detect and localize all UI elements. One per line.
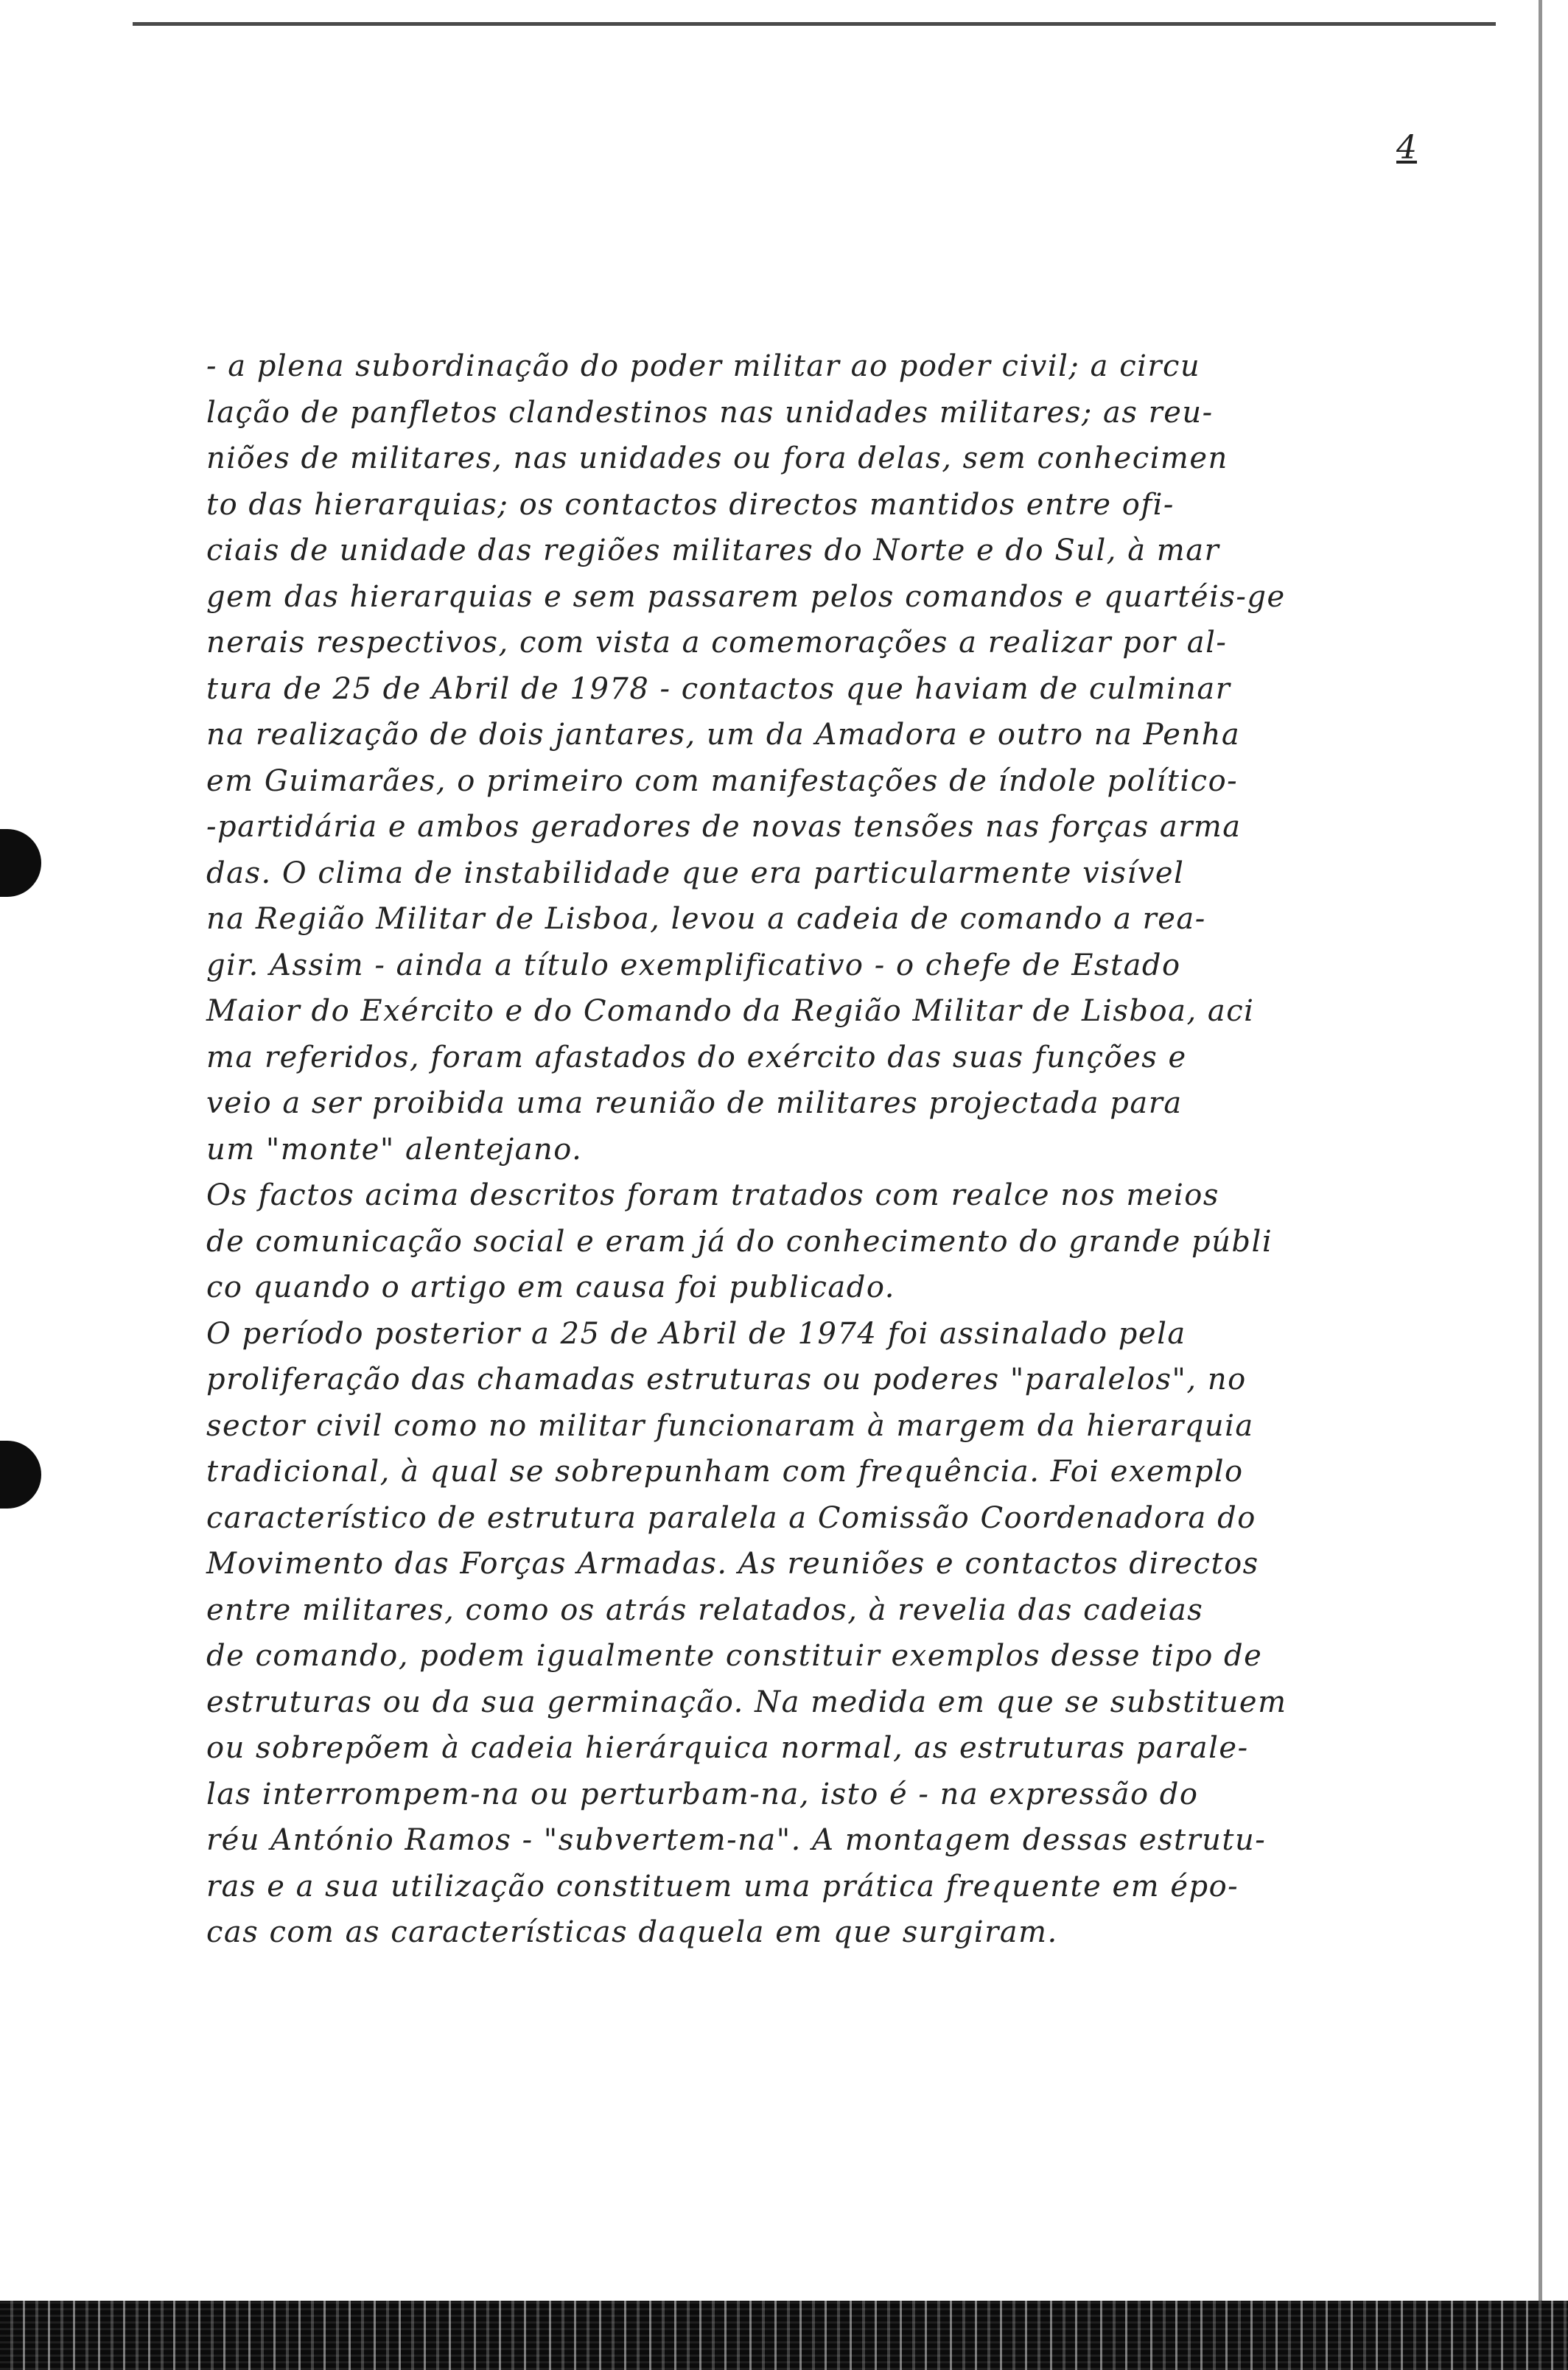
text-line: lação de panfletos clandestinos nas unidades militares; as reu-: [206, 395, 1214, 430]
text-line: ou sobrepõem à cadeia hierárquica normal, as estruturas parale-: [206, 1731, 1249, 1765]
text-line: das. O clima de instabilidade que era particularmente visível: [206, 856, 1185, 890]
text-line: ciais de unidade das regiões militares do Norte e do Sul, à mar: [206, 534, 1220, 567]
scan-noise-strip: [0, 2301, 1568, 2370]
text-line: sector civil como no militar funcionaram à margem da hierarquia: [206, 1408, 1254, 1443]
text-line: réu António Ramos - "subvertem-na". A montagem dessas estrutu-: [206, 1823, 1267, 1857]
top-border-line: [133, 22, 1496, 26]
text-line: niões de militares, nas unidades ou fora delas, sem conhecimen: [206, 441, 1228, 475]
text-line: to das hierarquias; os contactos directos mantidos entre ofi-: [206, 487, 1175, 522]
text-line: característico de estrutura paralela a Comissão Coordenadora do: [206, 1500, 1256, 1535]
text-line: co quando o artigo em causa foi publicado.: [206, 1270, 895, 1304]
text-line: um "monte" alentejano.: [206, 1132, 583, 1167]
text-line: Os factos acima descritos foram tratados com realce nos meios: [206, 1178, 1219, 1212]
text-line: proliferação das chamadas estruturas ou poderes "paralelos", no: [206, 1363, 1247, 1397]
text-line: tura de 25 de Abril de 1978 - contactos que haviam de culminar: [206, 671, 1231, 706]
text-line: veio a ser proibida uma reunião de militares projectada para: [206, 1086, 1183, 1120]
text-line: Maior do Exército e do Comando da Região Militar de Lisboa, aci: [206, 994, 1255, 1028]
text-line: tradicional, à qual se sobrepunham com frequência. Foi exemplo: [206, 1455, 1244, 1489]
text-line: ma referidos, foram afastados do exército das suas funções e: [206, 1040, 1187, 1074]
text-line: las interrompem-na ou perturbam-na, isto é - na expressão do: [206, 1777, 1199, 1811]
text-line: entre militares, como os atrás relatados, à revelia das cadeias: [206, 1593, 1204, 1627]
punch-hole-mark: [0, 1441, 41, 1509]
text-line: na Região Militar de Lisboa, levou a cadeia de comando a rea-: [206, 902, 1206, 936]
text-line: estruturas ou da sua germinação. Na medida em que se substituem: [206, 1685, 1287, 1719]
page-number: 4: [1396, 129, 1417, 167]
text-line: -partidária e ambos geradores de novas tensões nas forças arma: [206, 810, 1242, 844]
text-line: de comunicação social e eram já do conhecimento do grande públi: [206, 1224, 1273, 1259]
punch-hole-mark: [0, 829, 41, 897]
text-line: cas com as características daquela em que surgiram.: [206, 1915, 1058, 1949]
right-page-edge: [1539, 0, 1542, 2358]
text-line: de comando, podem igualmente constituir exemplos desse tipo de: [206, 1639, 1263, 1673]
text-line: na realização de dois jantares, um da Amadora e outro na Penha: [206, 718, 1241, 752]
text-line: nerais respectivos, com vista a comemorações a realizar por al-: [206, 626, 1228, 660]
text-line: gem das hierarquias e sem passarem pelos comandos e quartéis-ge: [206, 579, 1286, 614]
text-line: ras e a sua utilização constituem uma prática frequente em épo-: [206, 1869, 1239, 1904]
text-line: Movimento das Forças Armadas. As reuniões e contactos directos: [206, 1547, 1259, 1581]
text-line: O período posterior a 25 de Abril de 1974 foi assinalado pela: [206, 1316, 1186, 1351]
document-body: [206, 343, 1415, 1956]
text-line: - a plena subordinação do poder militar ao poder civil; a circu: [206, 349, 1201, 383]
text-line: gir. Assim - ainda a título exemplificativo - o chefe de Estado: [206, 948, 1181, 982]
text-line: em Guimarães, o primeiro com manifestações de índole político-: [206, 763, 1239, 798]
